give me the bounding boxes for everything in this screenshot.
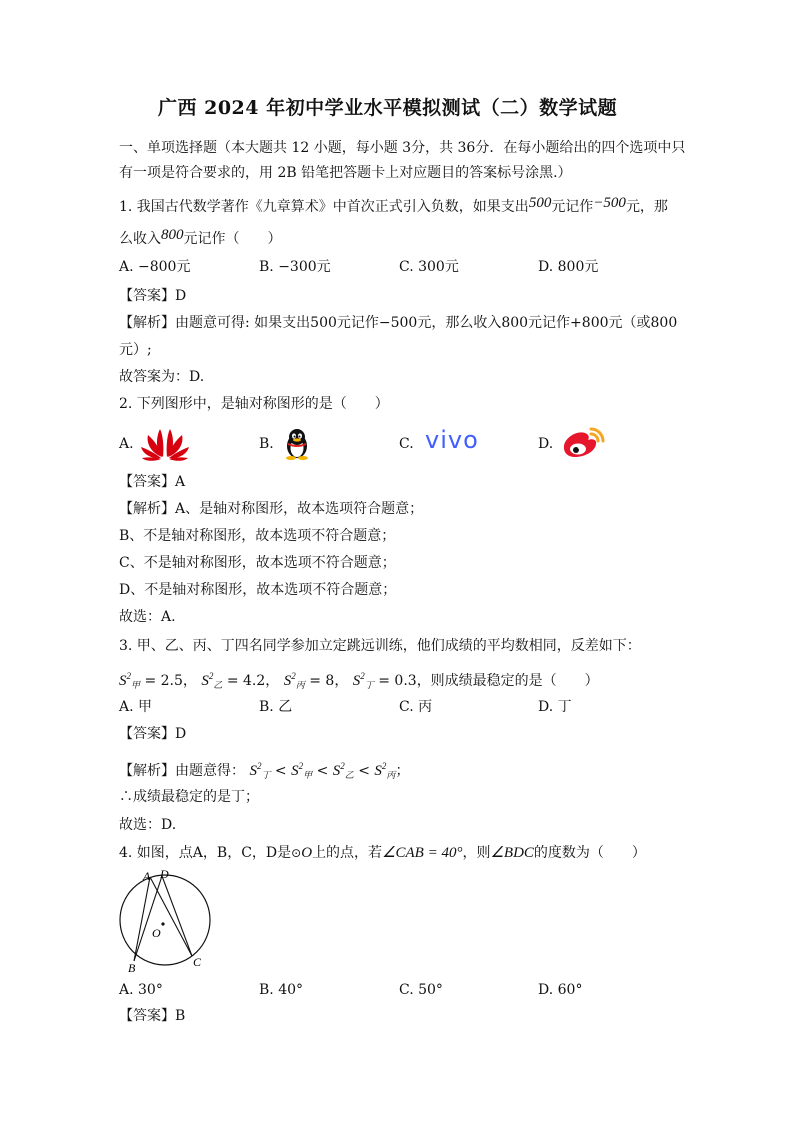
q2-conclusion: 故选：A.	[119, 609, 176, 625]
lt-3: <	[358, 763, 370, 779]
q4-option-d: D. 60°	[538, 982, 583, 998]
weibo-logo	[560, 424, 608, 460]
segment-dc	[162, 876, 192, 956]
variance-s-jia: $S^2_甲$	[119, 671, 141, 690]
q1-stem-text: 1. 我国古代数学著作《九章算术》中首次正式引入负数，如果支出	[119, 199, 529, 215]
q1-value-500: 500	[528, 195, 552, 211]
segment-ac	[150, 877, 192, 956]
q4-stem-b: 上的点，若	[312, 845, 383, 861]
q3-tail: ，则成绩最稳定的是（ ）	[416, 673, 599, 689]
circle-symbol: ⊙	[291, 846, 302, 860]
variance-s-ding: $S^2_丁$	[352, 671, 374, 690]
q1-value-neg500: −500	[593, 195, 626, 211]
q4-option-b: B. 40°	[259, 982, 304, 998]
qq-penguin-logo	[282, 426, 312, 460]
q1-option-c: C. 300元	[399, 259, 459, 275]
q4-stem-d: 的度数为（ ）	[533, 845, 646, 861]
value-ding: = 0.3	[378, 673, 417, 689]
circle-figure	[112, 866, 222, 976]
q3-option-d: D. 丁	[538, 699, 572, 715]
label-a: A	[143, 869, 151, 883]
q2-label-a: A.	[119, 436, 134, 452]
value-yi: = 4.2	[226, 673, 266, 689]
q2-analysis-line2: B、不是轴对称图形，故本选项不符合题意；	[119, 528, 396, 544]
q1-stem-text-2a: 么收入	[119, 231, 161, 247]
value-jia: = 2.5	[144, 673, 183, 689]
lt-2: <	[316, 763, 329, 779]
q1-answer: 【答案】D	[119, 288, 187, 304]
q3-answer: 【答案】D	[119, 726, 187, 742]
q4-stem-c: ，则	[462, 845, 491, 861]
question-1-stem-line1	[119, 197, 668, 217]
q4-answer: 【答案】B	[119, 1008, 186, 1024]
q3-analysis-lead: 【解析】由题意得：	[119, 763, 245, 779]
q1-option-a: A. −800元	[119, 259, 191, 275]
q3-option-c: C. 丙	[399, 699, 433, 715]
angle-bdc: ∠BDC	[490, 845, 534, 861]
q2-label-d: D.	[538, 436, 554, 452]
s-bing: $S^2_丙$	[374, 761, 396, 780]
q4-option-c: C. 50°	[399, 982, 443, 998]
angle-cab: ∠CAB = 40°	[382, 845, 463, 861]
section-heading-line2: 有一项是符合要求的，用 2B 铅笔把答题卡上对应题目的答案标号涂黑.）	[119, 165, 572, 181]
circle-o	[120, 875, 210, 965]
q3-option-b: B. 乙	[259, 699, 293, 715]
huawei-logo	[140, 427, 190, 461]
q4-stem-a: 4. 如图，点A，B，C，D是	[119, 845, 292, 861]
q2-analysis-line4: D、不是轴对称图形，故本选项不符合题意；	[119, 582, 397, 598]
label-c: C	[193, 955, 202, 969]
q1-end-text: 元，那	[625, 199, 668, 215]
q1-analysis-line2: 元）;	[119, 342, 152, 358]
question-4-stem	[119, 843, 646, 863]
q2-analysis-line3: C、不是轴对称图形，故本选项不符合题意；	[119, 555, 396, 571]
q1-mid-text: 元记作	[551, 199, 594, 215]
section-heading-line1: 一、单项选择题（本大题共 12 小题，每小题 3分，共 36分．在每小题给出的四个选项中只	[119, 140, 686, 156]
s-yi: $S^2_乙$	[332, 761, 354, 780]
question-1-stem-line2	[119, 229, 282, 249]
vivo-logo: vivo	[425, 426, 479, 454]
page-title: 广西 2024 年初中学业水平模拟测试（二）数学试题	[158, 97, 618, 119]
question-2-stem: 2. 下列图形中，是轴对称图形的是（ ）	[119, 396, 389, 412]
q1-stem-text-2b: 元记作（ ）	[183, 231, 282, 247]
q1-analysis-line1: 【解析】由题意可得: 如果支出500元记作−500元，那么收入800元记作+800元（或800	[119, 315, 678, 331]
q3-option-a: A. 甲	[119, 699, 153, 715]
q2-label-b: B.	[259, 436, 274, 452]
label-d: D	[160, 867, 169, 881]
q1-value-800: 800	[161, 227, 184, 243]
label-o: O	[152, 926, 161, 940]
q2-label-c: C.	[399, 436, 414, 452]
q4-option-a: A. 30°	[119, 982, 163, 998]
s-ding: $S^2_丁$	[249, 761, 271, 780]
semicolon: ；	[395, 763, 410, 779]
q1-option-b: B. −300元	[259, 259, 331, 275]
q3-analysis-line	[119, 756, 409, 785]
question-3-variance-line: $S^2_甲 = 2.5$， $S^2_乙 = 4.2$， $S^2_丙 = 8$， $S^2_丁 = 0.3$，则成绩最稳定的是（ ）	[119, 671, 599, 690]
q2-analysis-line1: 【解析】A、是轴对称图形，故本选项符合题意；	[119, 501, 424, 517]
variance-s-yi: $S^2_乙$	[201, 671, 223, 690]
variance-s-bing: $S^2_丙$	[283, 671, 305, 690]
q1-option-d: D. 800元	[538, 259, 599, 275]
label-b: B	[128, 961, 136, 975]
s-jia: $S^2_甲$	[291, 761, 313, 780]
q2-answer: 【答案】A	[119, 474, 186, 490]
q3-conclusion: 故选：D.	[119, 817, 177, 833]
q1-conclusion: 故答案为：D.	[119, 369, 205, 385]
lt-1: <	[274, 763, 287, 779]
q3-therefore: ∴成绩最稳定的是丁；	[119, 789, 259, 805]
center-point	[161, 922, 164, 925]
q4-o: O	[301, 845, 313, 861]
question-3-stem-line1: 3. 甲、乙、丙、丁四名同学参加立定跳远训练，他们成绩的平均数相同，反差如下：	[119, 638, 641, 654]
value-bing: = 8	[309, 673, 335, 689]
